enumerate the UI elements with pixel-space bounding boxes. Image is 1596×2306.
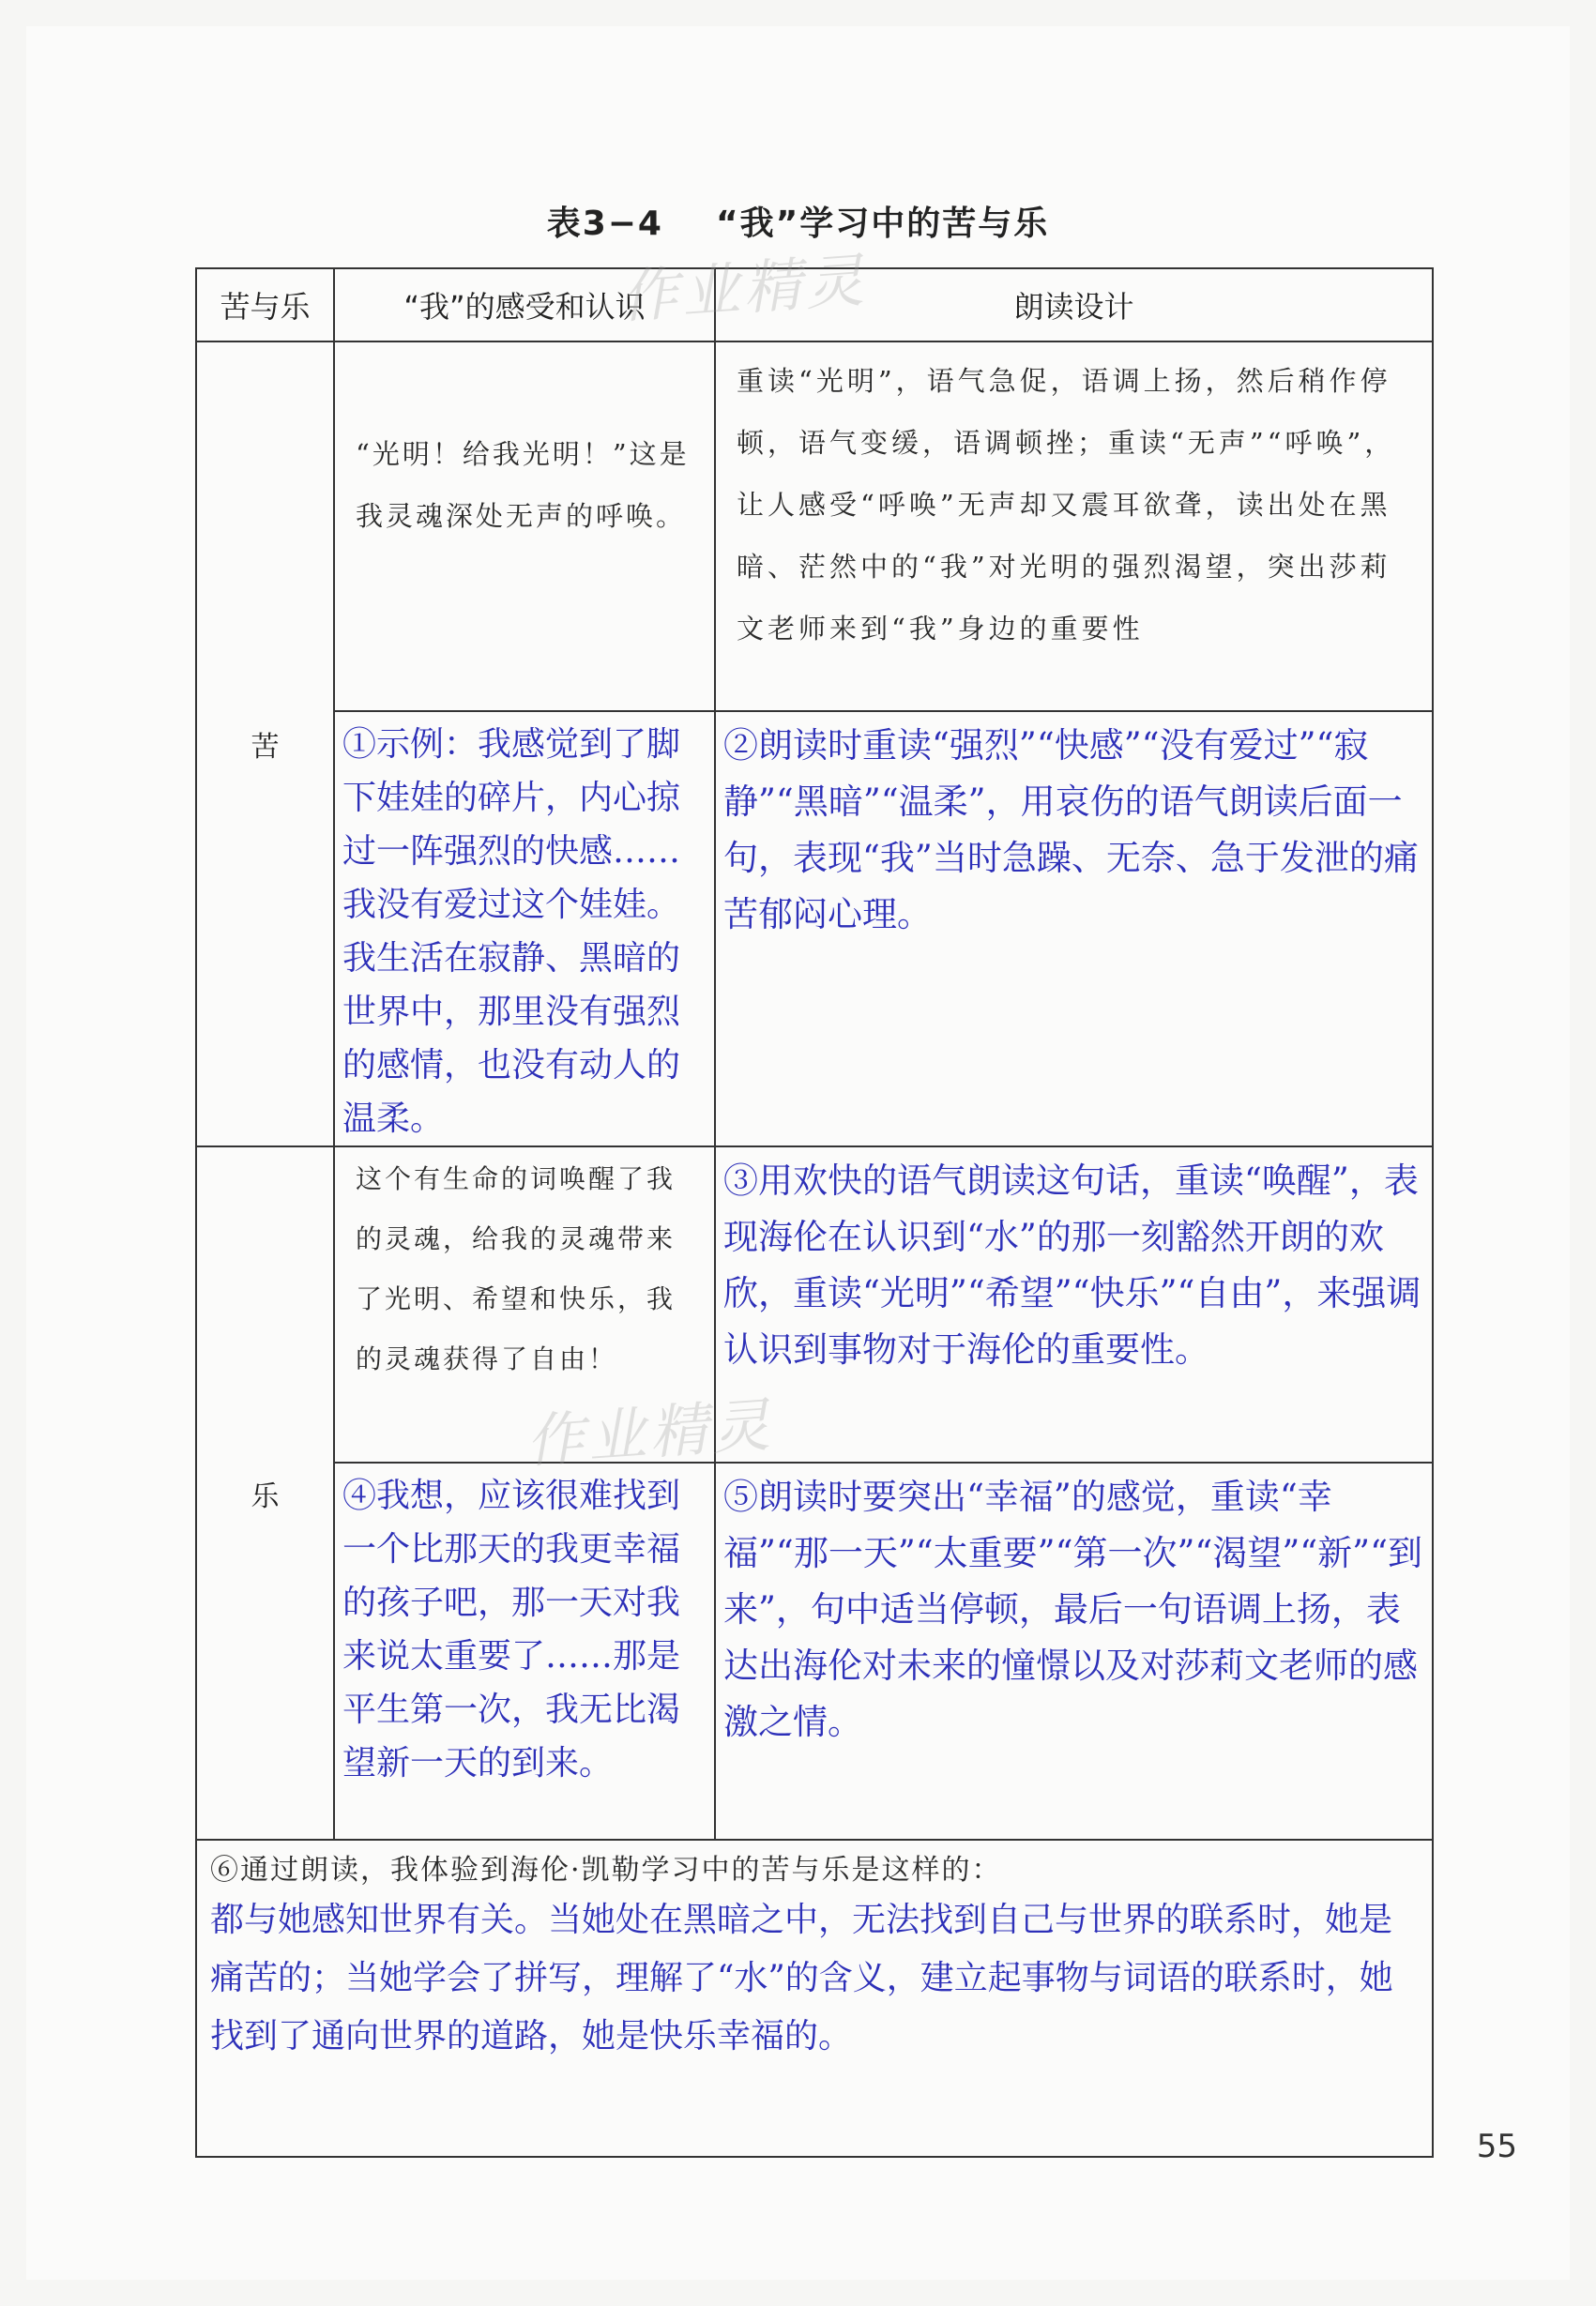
design-answer: ③用欢快的语气朗读这句话，重读“唤醒”，表现海伦在认识到“水”的那一刻豁然开朗的欢欣，重读“光明”“希望”“快乐”“自由”，来强调认识到事物对于海伦的重要性。 [723, 1161, 1421, 1370]
conclusion-cell [196, 1840, 1433, 2157]
table-row [196, 341, 1433, 711]
header-category: 苦与乐 [196, 268, 334, 341]
table-caption: “我”学习中的苦与乐 [715, 205, 1050, 243]
feeling-text: “光明！给我光明！”这是我灵魂深处无声的呼唤。 [356, 438, 690, 532]
feeling-answer: ①示例：我感觉到了脚下娃娃的碎片，内心掠过一阵强烈的快感……我没有爱过这个娃娃。我生活在寂静、黑暗的世界中，那里没有强烈的感情，也没有动人的温柔。 [342, 725, 681, 1138]
design-answer-cell [715, 1146, 1433, 1463]
conclusion-answer: 都与她感知世界有关。当她处在黑暗之中，无法找到自己与世界的联系时，她是痛苦的；当她学会了拼写，理解了“水”的含义，建立起事物与词语的联系时，她找到了通向世界的道路，她是快乐幸福的。 [210, 1901, 1393, 2056]
header-design: 朗读设计 [715, 268, 1433, 341]
design-answer-cell [715, 711, 1433, 1146]
design-answer: ②朗读时重读“强烈”“快感”“没有爱过”“寂静”“黑暗”“温柔”，用哀伤的语气朗读后面一句，表现“我”当时急躁、无奈、急于发泄的痛苦郁闷心理。 [723, 725, 1419, 934]
table-row [196, 711, 1433, 1146]
design-text: 重读“光明”，语气急促，语调上扬，然后稍作停顿，语气变缓，语调顿挫；重读“无声”“呼唤”，让人感受“呼唤”无声却又震耳欲聋，读出处在黑暗、茫然中的“我”对光明的强烈渴望，突出莎莉文老师来到“我”身边的重要性 [737, 365, 1396, 645]
feeling-answer-cell [334, 1463, 715, 1840]
category-joy: 乐 [196, 1146, 334, 1840]
design-cell [715, 341, 1433, 711]
category-bitter: 苦 [196, 341, 334, 1146]
watermark-top: 作业精灵 [617, 245, 870, 332]
table-row [196, 1146, 1433, 1463]
feeling-answer: ④我想，应该很难找到一个比那天的我更幸福的孩子吧，那一天对我来说太重要了……那是平生第一次，我无比渴望新一天的到来。 [342, 1477, 681, 1783]
design-answer-cell [715, 1463, 1433, 1840]
table-number: 表3−4 [546, 205, 663, 243]
conclusion-row [196, 1840, 1433, 2157]
feeling-cell [334, 341, 715, 711]
header-feeling: “我”的感受和认识 [334, 268, 715, 341]
design-answer: ⑤朗读时要突出“幸福”的感觉，重读“幸福”“那一天”“太重要”“第一次”“渴望”“新”“到来”，句中适当停顿，最后一句语调上扬，表达出海伦对未来的憧憬以及对莎莉文老师的感激之情。 [723, 1477, 1422, 1742]
feeling-answer-cell [334, 711, 715, 1146]
watermark-middle: 作业精灵 [524, 1389, 776, 1477]
conclusion-prompt: ⑥通过朗读，我体验到海伦·凯勒学习中的苦与乐是这样的： [210, 1854, 1002, 1887]
page-number: 55 [1476, 2128, 1517, 2165]
feeling-text: 这个有生命的词唤醒了我的灵魂，给我的灵魂带来了光明、希望和快乐，我的灵魂获得了自由！ [356, 1163, 676, 1374]
reading-table [195, 267, 1434, 2158]
table-row [196, 1463, 1433, 1840]
